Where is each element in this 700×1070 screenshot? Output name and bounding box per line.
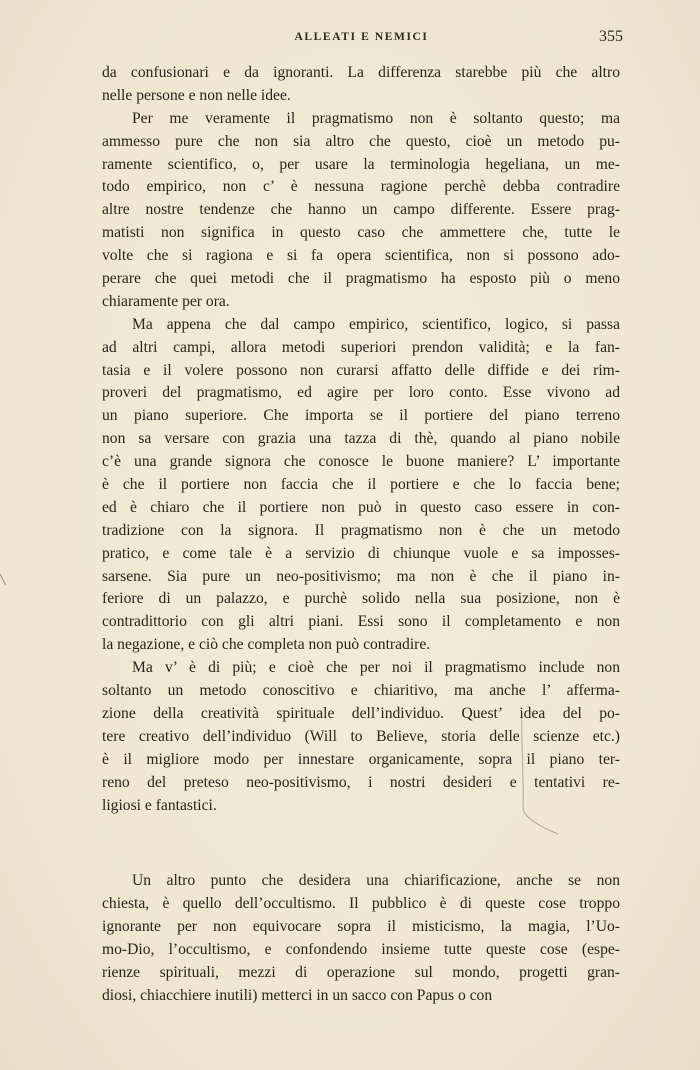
text-line: reno del preteso neo-positivismo, i nostri desideri e tentativi re- <box>102 773 620 791</box>
running-head <box>100 28 623 50</box>
text-line: soltanto un metodo conoscitivo e chiaritivo, ma anche l’ afferma- <box>102 682 620 700</box>
text-line: perare che quei metodi che il pragmatismo ha esposto più o meno <box>102 270 620 288</box>
text-line: Ma v’ è di più; e cioè che per noi il pragmatismo include non <box>132 659 620 677</box>
text-line: non sa versare con grazia una tazza di thè, quando al piano nobile <box>102 430 620 448</box>
text-line: ramente scientifico, o, per usare la terminologia hegeliana, un me- <box>102 155 620 173</box>
paragraph <box>102 62 620 108</box>
text-line: è il migliore modo per innestare organicamente, sopra il piano ter- <box>102 750 620 768</box>
margin-tick-mark <box>0 571 11 585</box>
text-line: mo-Dio, l’occultismo, e confondendo insieme tutte queste cose (espe- <box>102 941 620 959</box>
text-line: Per me veramente il pragmatismo non è soltanto questo; ma <box>132 109 620 127</box>
text-line: la negazione, e ciò che completa non può contradire. <box>102 636 431 654</box>
text-line: ignorante per non equivocare sopra il misticismo, la magia, l’Uo- <box>102 918 620 936</box>
text-line: altre nostre tendenze che hanno un campo differente. Essere prag- <box>102 201 620 219</box>
body-text <box>102 62 620 1008</box>
text-line: chiaramente per ora. <box>102 292 230 310</box>
text-line: feriore di un palazzo, e purchè solido nella sua posizione, non è <box>102 590 620 608</box>
text-line: proveri del pragmatismo, ed agire per loro conto. Esse vivono ad <box>102 384 620 402</box>
text-line: ligiosi e fantastici. <box>102 796 217 814</box>
text-line: nelle persone e non nelle idee. <box>102 86 291 104</box>
text-line: ad altri campi, allora metodi superiori prendon validità; e la fan- <box>102 338 620 356</box>
page-number: 355 <box>599 28 623 45</box>
paragraph <box>102 870 620 1007</box>
text-line: un piano superiore. Che importa se il portiere del piano terreno <box>102 407 620 425</box>
text-line: zione della creatività spirituale dell’individuo. Quest’ idea del po- <box>102 704 620 722</box>
paragraph <box>102 314 620 657</box>
text-line: chiesta, è quello dell’occultismo. Il pubblico è di queste cose troppo <box>102 895 620 913</box>
pencil-annotation <box>518 716 608 836</box>
paragraph <box>102 108 620 314</box>
text-line: volte che si ragiona e si fa opera scientifica, non si possono ado- <box>102 247 620 265</box>
text-line: tasia e il volere possono non curarsi affatto delle diffide e dei rim- <box>102 361 620 379</box>
text-line: Ma appena che dal campo empirico, scientifico, logico, si passa <box>132 315 620 333</box>
text-line: matisti non significa in questo caso che ammettere che, tutte le <box>102 224 620 242</box>
text-line: todo empirico, non c’ è nessuna ragione perchè debba contradire <box>102 178 620 196</box>
text-line: ammesso pure che non sia altro che questo, cioè un metodo pu- <box>102 132 620 150</box>
text-line: c’è una grande signora che conosce le buone maniere? L’ importante <box>102 453 620 471</box>
text-line: contradittorio con gli altri piani. Essi sono il completamento e non <box>102 613 620 631</box>
text-line: tradizione con la signora. Il pragmatismo non è che un metodo <box>102 521 620 539</box>
text-line: pratico, e come tale è a servizio di chiunque vuole e sa imposses- <box>102 544 620 562</box>
text-line: tere creativo dell’individuo (Will to Believe, storia delle scienze etc.) <box>102 727 620 745</box>
text-line: rienze spirituali, mezzi di operazione sul mondo, progetti gran- <box>102 963 620 981</box>
text-line: diosi, chiacchiere inutili) metterci in un sacco con Papus o con <box>102 986 493 1004</box>
running-title: ALLEATI E NEMICI <box>294 31 429 43</box>
text-line: da confusionari e da ignoranti. La differenza starebbe più che altro <box>102 64 620 81</box>
text-line: ed è chiaro che il portiere non può in questo caso essere in con- <box>102 498 620 516</box>
text-line: è che il portiere non faccia che il portiere e che lo faccia bene; <box>102 476 620 494</box>
text-line: Un altro punto che desidera una chiarificazione, anche se non <box>132 872 620 890</box>
text-line: sarsene. Sia pure un neo-positivismo; ma non è che il piano in- <box>102 567 620 585</box>
